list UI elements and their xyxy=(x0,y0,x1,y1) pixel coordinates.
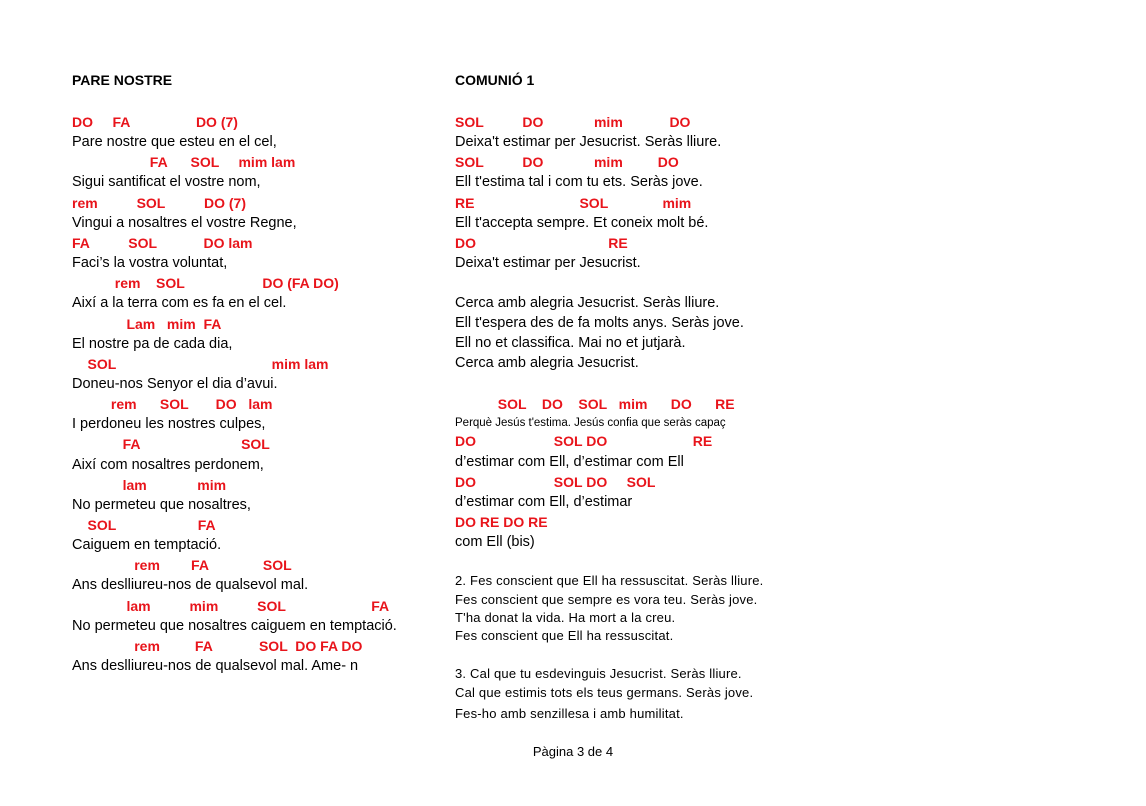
lyric-line: Sigui santificat el vostre nom, xyxy=(72,174,261,191)
chord-line: SOL DO mim DO xyxy=(455,154,679,170)
lyric-line: Vingui a nosaltres el vostre Regne, xyxy=(72,214,297,231)
chord-line: FA SOL DO lam xyxy=(72,234,253,251)
chord-line: DO RE DO RE xyxy=(455,514,548,530)
chord-line: RE SOL mim xyxy=(455,195,692,211)
lyric-line: Així a la terra com es fa en el cel. xyxy=(72,295,287,312)
lyric-line: Ell t'espera des de fa molts anys. Seràs jove. xyxy=(455,315,744,331)
lyric-line: Ans deslliureu-nos de qualsevol mal. Ame- n xyxy=(72,658,359,675)
lyric-line: Deixa't estimar per Jesucrist. xyxy=(455,255,641,271)
chord-line: SOL DO SOL mim DO RE xyxy=(455,396,735,412)
lyric-line: Deixa't estimar per Jesucrist. Seràs lliure. xyxy=(455,134,722,150)
lyric-line: Fes conscient que sempre es vora teu. Seràs jove. xyxy=(455,592,758,607)
song-title-comunio: COMUNIÓ 1 xyxy=(455,72,535,88)
chord-line: rem SOL DO lam xyxy=(72,396,273,413)
lyric-line: I perdoneu les nostres culpes, xyxy=(72,416,266,433)
lyric-line: Pare nostre que esteu en el cel, xyxy=(72,134,277,151)
lyric-line: d’estimar com Ell, d’estimar com Ell xyxy=(455,454,684,470)
lyric-line: d’estimar com Ell, d’estimar xyxy=(455,494,633,510)
chord-line: rem FA SOL xyxy=(72,557,292,574)
lyric-line: Ell t'estima tal i com tu ets. Seràs jove. xyxy=(455,174,703,190)
chord-line: rem FA SOL DO FA DO xyxy=(72,637,363,654)
lyric-line: El nostre pa de cada dia, xyxy=(72,335,233,352)
lyric-line: Ell t'accepta sempre. Et coneix molt bé. xyxy=(455,215,709,231)
chord-line: FA SOL xyxy=(72,436,270,453)
chord-line: DO FA DO (7) xyxy=(72,114,238,130)
chord-line: SOL DO mim DO xyxy=(455,114,691,130)
lyric-line: 2. Fes conscient que Ell ha ressuscitat. Seràs lliure. xyxy=(455,573,764,588)
chord-line: DO SOL DO RE xyxy=(455,433,713,449)
lyric-line: Ans deslliureu-nos de qualsevol mal. xyxy=(72,577,309,594)
lyric-line: Doneu-nos Senyor el dia d’avui. xyxy=(72,375,278,392)
lyric-line: 3. Cal que tu esdevinguis Jesucrist. Seràs lliure. xyxy=(455,666,742,681)
lyric-line: Perquè Jesús t'estima. Jesús confia que seràs capaç xyxy=(455,417,726,429)
chord-line: DO SOL DO SOL xyxy=(455,474,656,490)
lyric-line: Ell no et classifica. Mai no et jutjarà. xyxy=(455,335,686,351)
lyric-line: Faci’s la vostra voluntat, xyxy=(72,255,228,272)
chord-line: SOL mim lam xyxy=(72,355,329,372)
chord-line: rem SOL DO (FA DO) xyxy=(72,275,339,292)
page-footer xyxy=(0,744,1146,759)
lyric-line: Cerca amb alegria Jesucrist. Seràs lliure. xyxy=(455,295,720,311)
lyric-line: No permeteu que nosaltres, xyxy=(72,496,251,513)
chord-line: lam mim xyxy=(72,476,227,493)
chord-line: lam mim SOL FA xyxy=(72,597,390,614)
lyric-line: com Ell (bis) xyxy=(455,534,535,550)
lyric-line: Cerca amb alegria Jesucrist. xyxy=(455,355,639,371)
lyric-line: Caiguem en temptació. xyxy=(72,537,222,554)
chord-line: Lam mim FA xyxy=(72,315,222,332)
lyric-line: Així com nosaltres perdonem, xyxy=(72,456,264,473)
chord-line: FA SOL mim lam xyxy=(72,154,296,171)
lyric-line: Fes-ho amb senzillesa i amb humilitat. xyxy=(455,706,684,721)
lyric-line: T'ha donat la vida. Ha mort a la creu. xyxy=(455,610,676,625)
lyric-line: Cal que estimis tots els teus germans. Seràs jove. xyxy=(455,685,754,700)
chord-line: DO RE xyxy=(455,235,628,251)
lyric-line: No permeteu que nosaltres caiguem en temptació. xyxy=(72,617,397,634)
chord-line: rem SOL DO (7) xyxy=(72,194,247,211)
song-title-pare-nostre: PARE NOSTRE xyxy=(72,72,173,88)
chord-line: SOL FA xyxy=(72,517,216,533)
lyric-line: Fes conscient que Ell ha ressuscitat. xyxy=(455,628,674,643)
page-number: Pàgina 3 de 4 xyxy=(532,744,614,759)
